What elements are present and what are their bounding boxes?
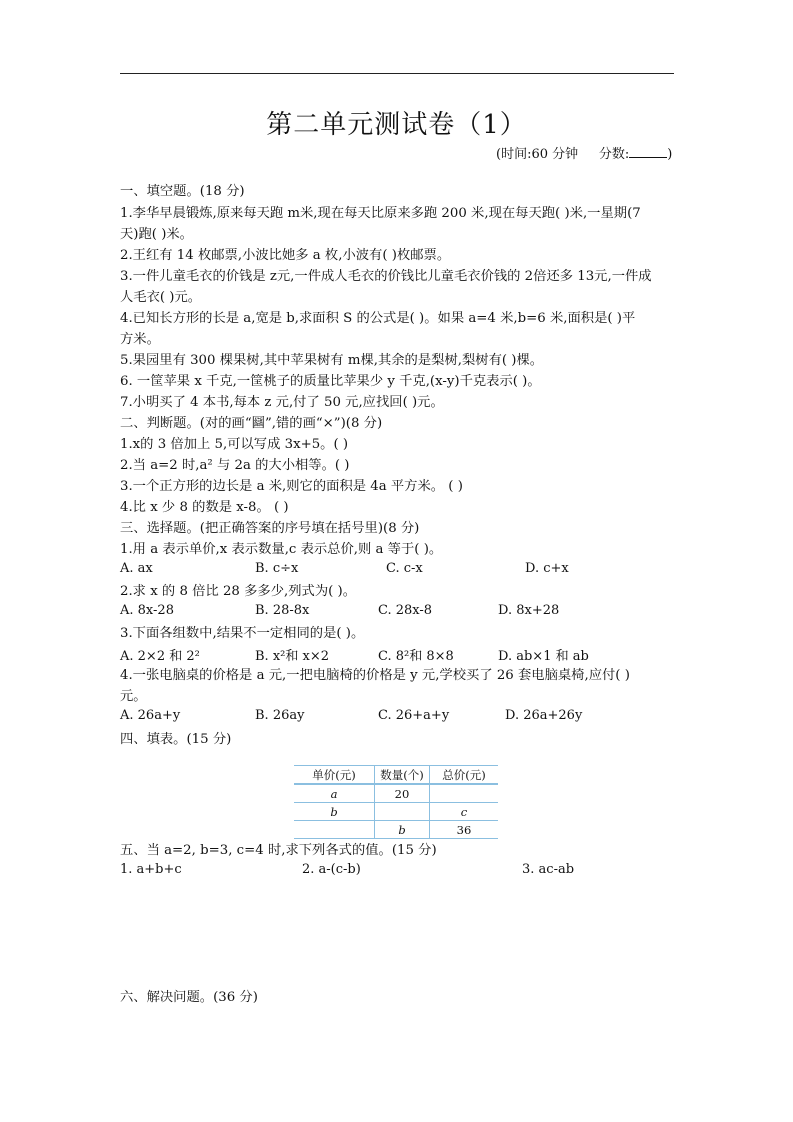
option-c[interactable]: C. 28x-8 — [378, 603, 433, 618]
table-row — [294, 784, 498, 803]
choice-question-cont: 元。 — [120, 689, 147, 704]
evaluate-items — [120, 862, 680, 883]
option-b[interactable]: B. 26ay — [255, 708, 305, 723]
choice-question: 1.用 a 表示单价,x 表示数量,c 表示总价,则 a 等于( )。 — [120, 542, 443, 557]
score-close: ) — [667, 147, 673, 162]
choice-question: 4.一张电脑桌的价格是 a 元,一把电脑椅的价格是 y 元,学校买了 26 套电脑桌椅,应付( ) — [120, 668, 630, 683]
choice-options — [120, 603, 680, 624]
judge-question-line: 4.比 x 少 8 的数是 x-8。 ( ) — [120, 500, 289, 515]
option-a[interactable]: A. ax — [120, 561, 153, 576]
evaluate-item: 3. ac-ab — [522, 862, 575, 877]
table-cell[interactable] — [430, 784, 499, 803]
option-d[interactable]: D. ab×1 和 ab — [498, 649, 589, 664]
option-c[interactable]: C. c-x — [386, 561, 423, 576]
fill-question-line: 1.李华早晨锻炼,原来每天跑 m米,现在每天比原来多跑 200 米,现在每天跑( )米,一星期(7 — [120, 206, 641, 221]
option-b[interactable]: B. x²和 x×2 — [255, 649, 329, 664]
option-d[interactable]: D. 8x+28 — [498, 603, 560, 618]
table-header-row — [294, 766, 498, 785]
evaluate-item: 1. a+b+c — [120, 862, 182, 877]
score-blank[interactable] — [629, 146, 667, 158]
section-5-heading: 五、当 a=2, b=3, c=4 时,求下列各式的值。(15 分) — [120, 843, 437, 858]
choice-options — [120, 708, 680, 729]
table-row — [294, 821, 498, 839]
judge-question-line: 2.当 a=2 时,a² 与 2a 的大小相等。( ) — [120, 458, 350, 473]
table-header: 数量(个) — [375, 766, 430, 785]
header-rule — [120, 73, 674, 74]
table-cell[interactable] — [294, 821, 375, 839]
judge-question-line: 3.一个正方形的边长是 a 米,则它的面积是 4a 平方米。 ( ) — [120, 479, 463, 494]
time-score-line — [496, 143, 672, 162]
table-cell[interactable] — [375, 803, 430, 821]
option-d[interactable]: D. 26a+26y — [505, 708, 583, 723]
choice-options — [120, 645, 680, 666]
choice-options — [120, 561, 680, 582]
option-b[interactable]: B. 28-8x — [255, 603, 310, 618]
table-header: 单价(元) — [294, 766, 375, 785]
choice-question: 3.下面各组数中,结果不一定相同的是( )。 — [120, 626, 365, 641]
score-label: 分数: — [598, 147, 630, 162]
option-c[interactable]: C. 8²和 8×8 — [378, 649, 454, 664]
option-a[interactable]: A. 2×2 和 2² — [120, 649, 200, 664]
section-2-heading: 二、判断题。(对的画“圝”,错的画“×”)(8 分) — [120, 416, 383, 431]
option-b[interactable]: B. c÷x — [255, 561, 299, 576]
table-header: 总价(元) — [430, 766, 499, 785]
fill-question-line: 3.一件儿童毛衣的价钱是 z元,一件成人毛衣的价钱比儿童毛衣价钱的 2倍还多 13元,一件成 — [120, 269, 652, 284]
time-label: (时间:60 分钟 — [496, 147, 579, 162]
fill-question-line: 4.已知长方形的长是 a,宽是 b,求面积 S 的公式是( )。如果 a=4 米,b=6 米,面积是( )平 — [120, 311, 636, 326]
option-a[interactable]: A. 8x-28 — [120, 603, 174, 618]
fill-question-line: 6. 一筐苹果 x 千克,一筐桃子的质量比苹果少 y 千克,(x-y)千克表示( )。 — [120, 374, 541, 389]
evaluate-item: 2. a-(c-b) — [302, 862, 361, 877]
choice-question: 2.求 x 的 8 倍比 28 多多少,列式为( )。 — [120, 584, 357, 599]
option-c[interactable]: C. 26+a+y — [378, 708, 450, 723]
fill-question-line: 7.小明买了 4 本书,每本 z 元,付了 50 元,应找回( )元。 — [120, 395, 444, 410]
table-cell[interactable]: a — [294, 784, 375, 803]
section-6-heading: 六、解决问题。(36 分) — [120, 990, 258, 1005]
page-title: 第二单元测试卷（1） — [266, 110, 527, 140]
table-cell[interactable]: b — [294, 803, 375, 821]
table-cell[interactable]: c — [430, 803, 499, 821]
fill-question-line: 5.果园里有 300 棵果树,其中苹果树有 m棵,其余的是梨树,梨树有( )棵。 — [120, 353, 544, 368]
section-1-heading: 一、填空题。(18 分) — [120, 184, 245, 199]
fill-table — [294, 765, 498, 839]
fill-question-line: 天)跑( )米。 — [120, 227, 193, 242]
table-cell[interactable]: 20 — [375, 784, 430, 803]
option-d[interactable]: D. c+x — [525, 561, 569, 576]
section-4-heading: 四、填表。(15 分) — [120, 732, 232, 747]
table-cell[interactable]: 36 — [430, 821, 499, 839]
section-3-heading: 三、选择题。(把正确答案的序号填在括号里)(8 分) — [120, 521, 420, 536]
fill-question-line: 人毛衣( )元。 — [120, 290, 202, 305]
table-cell[interactable]: b — [375, 821, 430, 839]
table-row — [294, 803, 498, 821]
judge-question-line: 1.x的 3 倍加上 5,可以写成 3x+5。( ) — [120, 437, 349, 452]
fill-question-line: 方米。 — [120, 332, 160, 347]
fill-question-line: 2.王红有 14 枚邮票,小波比她多 a 枚,小波有( )枚邮票。 — [120, 248, 451, 263]
option-a[interactable]: A. 26a+y — [120, 708, 181, 723]
